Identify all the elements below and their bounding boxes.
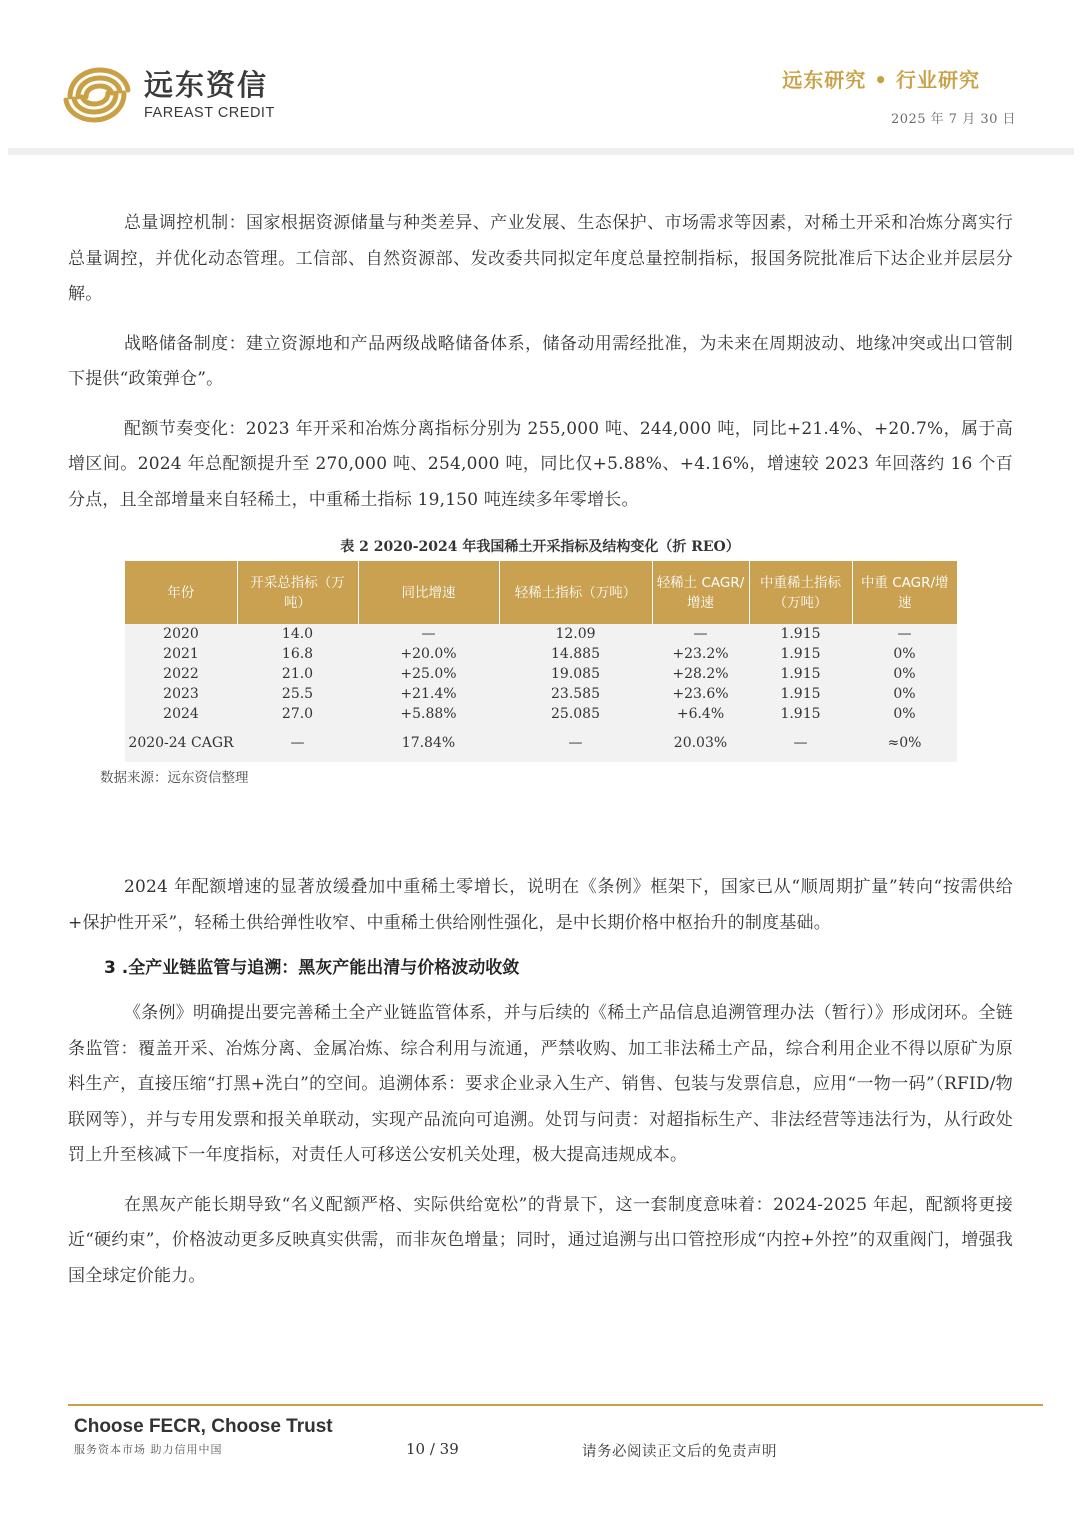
table-cell: 25.085 <box>499 704 652 724</box>
table-cell: 2021 <box>125 644 237 664</box>
table-cell: 19.085 <box>499 664 652 684</box>
table-cell: — <box>237 724 358 762</box>
report-series: 远东研究 • 行业研究 <box>782 68 980 92</box>
upper-body <box>68 206 1013 518</box>
table-cell: +28.2% <box>652 664 749 684</box>
quota-table <box>125 561 957 762</box>
table-cell: — <box>358 624 499 644</box>
lower-body <box>68 870 1013 1294</box>
table-cell: +5.88% <box>358 704 499 724</box>
company-logo <box>62 66 275 124</box>
header-divider <box>8 148 1074 155</box>
table-cell: +20.0% <box>358 644 499 664</box>
table-cell: 1.915 <box>749 684 852 704</box>
table-cell: 0% <box>852 684 957 704</box>
footer-divider <box>68 1404 1043 1406</box>
table-row <box>125 704 957 724</box>
table-cell: — <box>652 624 749 644</box>
header-heavy-quota: 中重稀土指标（万吨） <box>749 561 852 624</box>
paragraph-total-control: 总量调控机制：国家根据资源储量与种类差异、产业发展、生态保护、市场需求等因素，对稀土开采和冶炼分离实行总量调控，并优化动态管理。工信部、自然资源部、发改委共同拟定年度总量控制指标，报国务院批准后下达企业并层层分解。 <box>68 213 1013 304</box>
table-header-row <box>125 561 957 624</box>
table-cell: 2022 <box>125 664 237 684</box>
table-cell: 1.915 <box>749 664 852 684</box>
paragraph-strategic-reserve: 战略储备制度：建立资源地和产品两级战略储备体系，储备动用需经批准，为未来在周期波动、地缘冲突或出口管制下提供“政策弹仓”。 <box>68 333 1013 389</box>
header-light-cagr: 轻稀土 CAGR/增速 <box>652 561 749 624</box>
table-cell: 2023 <box>125 684 237 704</box>
table-cell: 17.84% <box>358 724 499 762</box>
table-source-note: 数据来源：远东资信整理 <box>100 770 249 786</box>
footer-tagline: Choose FECR, Choose Trust <box>74 1416 333 1437</box>
header-total-quota: 开采总指标（万吨） <box>237 561 358 624</box>
table-cell: 20.03% <box>652 724 749 762</box>
page-number: 10 / 39 <box>406 1440 459 1458</box>
table-cell: 1.915 <box>749 704 852 724</box>
table-cell: +25.0% <box>358 664 499 684</box>
table-cell: 14.885 <box>499 644 652 664</box>
table-cell: 25.5 <box>237 684 358 704</box>
table-cell: 2024 <box>125 704 237 724</box>
footer-disclaimer: 请务必阅读正文后的免责声明 <box>582 1444 777 1460</box>
page-header <box>0 0 1080 160</box>
header-light-quota: 轻稀土指标（万吨） <box>499 561 652 624</box>
table-cell: +23.6% <box>652 684 749 704</box>
table-row <box>125 644 957 664</box>
paragraph-quota-rhythm: 配额节奏变化：2023 年开采和冶炼分离指标分别为 255,000 吨、244,000 吨，同比+21.4%、+20.7%，属于高增区间。2024 年总配额提升至 270,000 吨、254,000 吨，同比仅+5.88%、+4.16%，增速较 2023 年回落约 16 个百分点，且全部增量来自轻稀土，中重稀土指标 19,150 吨连续多年零增长。 <box>68 418 1013 510</box>
logo-english-name: FAREAST CREDIT <box>144 105 275 121</box>
header-heavy-cagr: 中重 CAGR/增速 <box>852 561 957 624</box>
table-cell: 21.0 <box>237 664 358 684</box>
table-cell: — <box>749 724 852 762</box>
table-cell: 16.8 <box>237 644 358 664</box>
table-row <box>125 684 957 704</box>
header-yoy-growth: 同比增速 <box>358 561 499 624</box>
table-cell: +6.4% <box>652 704 749 724</box>
table-row <box>125 664 957 684</box>
table-cell: 23.585 <box>499 684 652 704</box>
table-cell: 1.915 <box>749 624 852 644</box>
paragraph-supervision: 《条例》明确提出要完善稀土全产业链监管体系，并与后续的《稀土产品信息追溯管理办法（暂行）》形成闭环。全链条监管：覆盖开采、冶炼分离、金属冶炼、综合利用与流通，严禁收购、加工非法稀土产品，综合利用企业不得以原矿为原料生产，直接压缩“打黑+洗白”的空间。追溯体系：要求企业录入生产、销售、包装与发票信息，应用“一物一码”（RFID/物联网等），并与专用发票和报关单联动，实现产品流向可追溯。处罚与问责：对超指标生产、非法经营等违法行为，从行政处罚上升至核减下一年度指标，对责任人可移送公安机关处理，极大提高违规成本。 <box>68 1003 1013 1165</box>
table-caption: 表 2 2020-2024 年我国稀土开采指标及结构变化（折 REO） <box>340 539 740 555</box>
table-cell: 14.0 <box>237 624 358 644</box>
paragraph-implications: 在黑灰产能长期导致“名义配额严格、实际供给宽松”的背景下，这一套制度意味着：2024-2025 年起，配额将更接近“硬约束”，价格波动更多反映真实供需，而非灰色增量；同时，通过追溯与出口管控形成“内控+外控”的双重阀门，增强我国全球定价能力。 <box>68 1194 1013 1286</box>
table-cell: 2020-24 CAGR <box>125 724 237 762</box>
report-date: 2025 年 7 月 30 日 <box>890 112 1016 127</box>
table-cell: 2020 <box>125 624 237 644</box>
table-cell: — <box>852 624 957 644</box>
table-cell: 0% <box>852 644 957 664</box>
paragraph-quota-conclusion: 2024 年配额增速的显著放缓叠加中重稀土零增长，说明在《条例》框架下，国家已从“顺周期扩量”转向“按需供给+保护性开采”，轻稀土供给弹性收窄、中重稀土供给刚性强化，是中长期价格中枢抬升的制度基础。 <box>68 877 1013 933</box>
table-cell: 0% <box>852 664 957 684</box>
fareast-logo-icon <box>62 66 132 124</box>
section-heading: 3 .全产业链监管与追溯：黑灰产能出清与价格波动收敛 <box>104 958 520 978</box>
table-cell: +21.4% <box>358 684 499 704</box>
table-cell: 27.0 <box>237 704 358 724</box>
table-cell: +23.2% <box>652 644 749 664</box>
table-cell: 1.915 <box>749 644 852 664</box>
table-cell: 12.09 <box>499 624 652 644</box>
table-cell: — <box>499 724 652 762</box>
table-cell: 0% <box>852 704 957 724</box>
table-row <box>125 624 957 644</box>
header-year: 年份 <box>125 561 237 624</box>
logo-chinese-name: 远东资信 <box>144 68 269 102</box>
footer-slogan: 服务资本市场 助力信用中国 <box>74 1443 223 1456</box>
table-cell: ≈0% <box>852 724 957 762</box>
table-row-cagr <box>125 724 957 762</box>
